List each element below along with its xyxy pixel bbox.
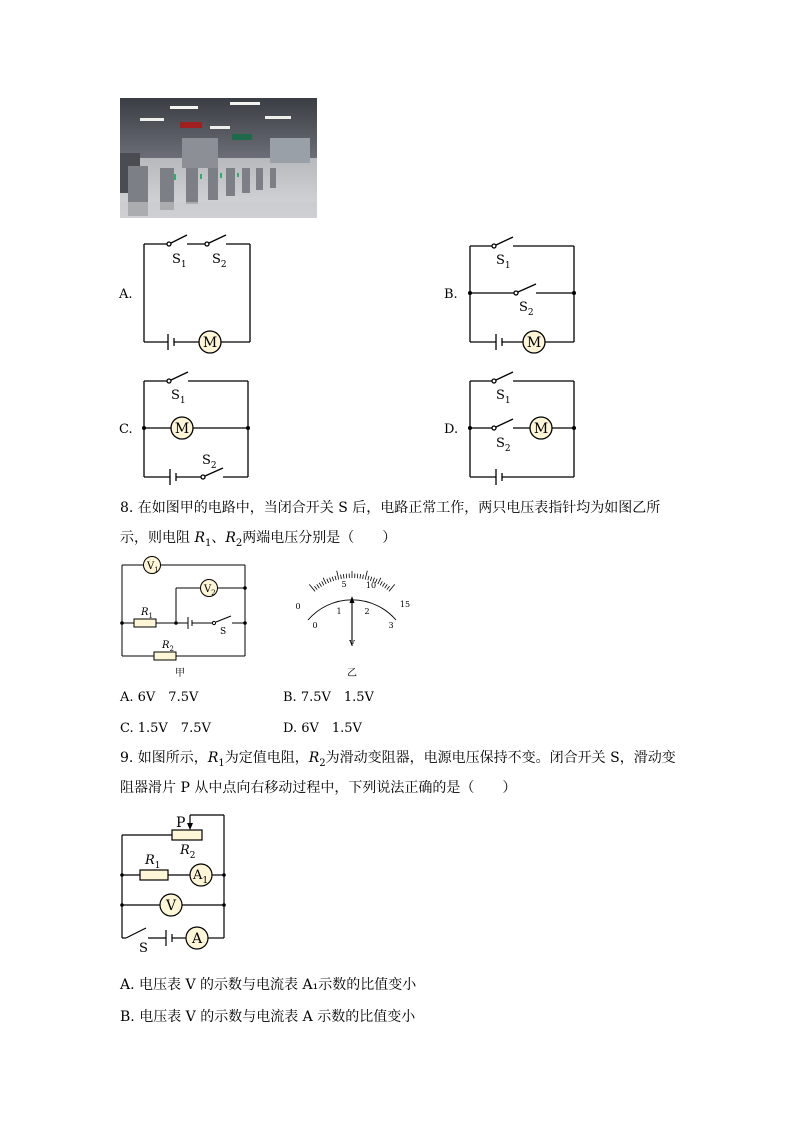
dial-tick xyxy=(389,584,395,591)
svg-text:S1: $S_1$ xyxy=(171,388,186,406)
r1-label: R xyxy=(141,607,149,618)
dial-tick xyxy=(327,579,329,583)
voltmeter-label: V xyxy=(165,898,177,914)
dial-tick xyxy=(341,575,342,579)
unit-label: V xyxy=(349,639,355,648)
motor-label: M xyxy=(202,335,218,351)
option-a-letter: A. xyxy=(119,287,133,302)
figure-caption-jia: 甲 xyxy=(175,668,185,679)
dial-tick xyxy=(314,586,317,590)
bottom-scale-3: 3 xyxy=(388,621,394,630)
q9-option-b: B. 电压表 V 的示数与电流表 A 示数的比值变小 xyxy=(120,1009,416,1025)
q8-option-d: D. 6V 1.5V xyxy=(283,721,362,736)
svg-text:R2: $R_2$ xyxy=(162,640,174,653)
option-c-letter: C. xyxy=(119,422,133,437)
option-d-letter: D. xyxy=(444,422,459,437)
bottom-scale-0: 0 xyxy=(312,621,318,630)
slider-p-label: P xyxy=(176,815,186,831)
dial-tick xyxy=(368,576,369,580)
dial-tick xyxy=(380,581,382,585)
circuit-option-c xyxy=(140,367,255,487)
svg-text:S1: $S_1$ xyxy=(172,252,187,270)
s2-label: S xyxy=(202,453,211,468)
dial-tick xyxy=(317,584,320,588)
switch-s-label: S xyxy=(139,941,148,956)
dial-tick xyxy=(385,584,388,588)
s1-label: S xyxy=(496,388,505,403)
top-scale-15: 15 xyxy=(399,600,411,609)
svg-text:R2: $R_2$ xyxy=(180,843,196,861)
top-scale-0: 0 xyxy=(295,602,301,611)
circuit-option-a xyxy=(140,230,260,355)
svg-text:A1: $A_1$ xyxy=(193,868,209,886)
q8-option-c: C. 1.5V 7.5V xyxy=(120,721,211,736)
svg-text:R1: $R_1$ xyxy=(145,853,161,871)
station-gate-photo xyxy=(120,98,317,218)
svg-text:V1: $V_1$ xyxy=(147,561,159,574)
q8-circuit-jia xyxy=(118,555,253,683)
s2-label: S xyxy=(519,300,528,315)
dial-tick xyxy=(322,581,324,585)
q8-option-b: B. 7.5V 1.5V xyxy=(283,690,374,705)
svg-text:S2: $S_2$ xyxy=(202,453,217,471)
bottom-scale-1: 1 xyxy=(336,607,342,616)
dial-tick xyxy=(323,578,326,584)
q8-line1: 8. 在如图甲的电路中，当闭合开关 S 后，电路正常工作，两只电压表指针均为如图乙所 xyxy=(120,500,661,516)
svg-text:S2: $S_2$ xyxy=(496,436,511,454)
svg-text:S2: $S_2$ xyxy=(212,252,227,270)
circuit-option-d xyxy=(466,367,578,487)
top-scale-5: 5 xyxy=(341,580,347,589)
top-scale-10: 10 xyxy=(365,581,377,590)
ammeter-label: A xyxy=(191,931,203,947)
q9-line1: 9. 如图所示，$R_1$为定值电阻，$R_2$为滑动变阻器，电源电压保持不变。闭合开关 S，滑动变 xyxy=(120,750,676,769)
dial-tick xyxy=(329,578,331,582)
s1-label: S xyxy=(496,253,505,268)
switch-s-label: S xyxy=(220,627,227,637)
dial-tick xyxy=(363,575,364,579)
dial-tick xyxy=(343,574,344,578)
circuit-option-b xyxy=(466,232,578,357)
s2-label: S xyxy=(496,436,505,451)
svg-text:R1: $R_1$ xyxy=(141,607,153,620)
dial-tick xyxy=(319,583,321,587)
r1-label: R xyxy=(145,853,155,868)
q8-option-a: A. 6V 7.5V xyxy=(120,690,199,705)
s1-label: S xyxy=(171,388,180,403)
v2-label: V xyxy=(204,584,212,595)
q9-circuit xyxy=(118,808,233,958)
dial-tick xyxy=(360,574,361,578)
dial-tick xyxy=(337,571,339,580)
dial-tick xyxy=(365,571,367,580)
motor-label: M xyxy=(526,335,542,351)
svg-text:S1: $S_1$ xyxy=(496,388,511,406)
r2-label: R xyxy=(180,843,190,858)
option-b-letter: B. xyxy=(444,287,458,302)
r2-label: R xyxy=(162,640,170,651)
a1-label: A xyxy=(193,868,203,883)
q9-line2: 阻器滑片 P 从中点向右移动过程中，下列说法正确的是（ ） xyxy=(120,780,517,796)
s1-label: S xyxy=(172,252,181,267)
figure-caption-yi: 乙 xyxy=(347,668,357,679)
dial-tick xyxy=(332,577,333,581)
dial-tick xyxy=(382,583,384,587)
dial-tick xyxy=(335,576,336,580)
svg-text:V2: $V_2$ xyxy=(204,584,216,597)
dial-tick xyxy=(378,578,381,584)
svg-text:S2: $S_2$ xyxy=(519,300,534,318)
svg-text:S1: $S_1$ xyxy=(496,253,511,271)
s2-label: S xyxy=(212,252,221,267)
motor-label: M xyxy=(174,421,190,437)
voltmeter-dial-yi xyxy=(288,578,418,683)
dial-tick xyxy=(387,586,390,590)
q8-line2: 示，则电阻 $R_1$、$R_2$两端电压分别是（ ） xyxy=(120,530,397,549)
v1-label: V xyxy=(147,561,155,572)
motor-label: M xyxy=(533,421,549,437)
dial-tick xyxy=(309,584,315,591)
q9-option-a: A. 电压表 V 的示数与电流表 A₁示数的比值变小 xyxy=(120,977,417,993)
bottom-scale-2: 2 xyxy=(364,607,370,616)
